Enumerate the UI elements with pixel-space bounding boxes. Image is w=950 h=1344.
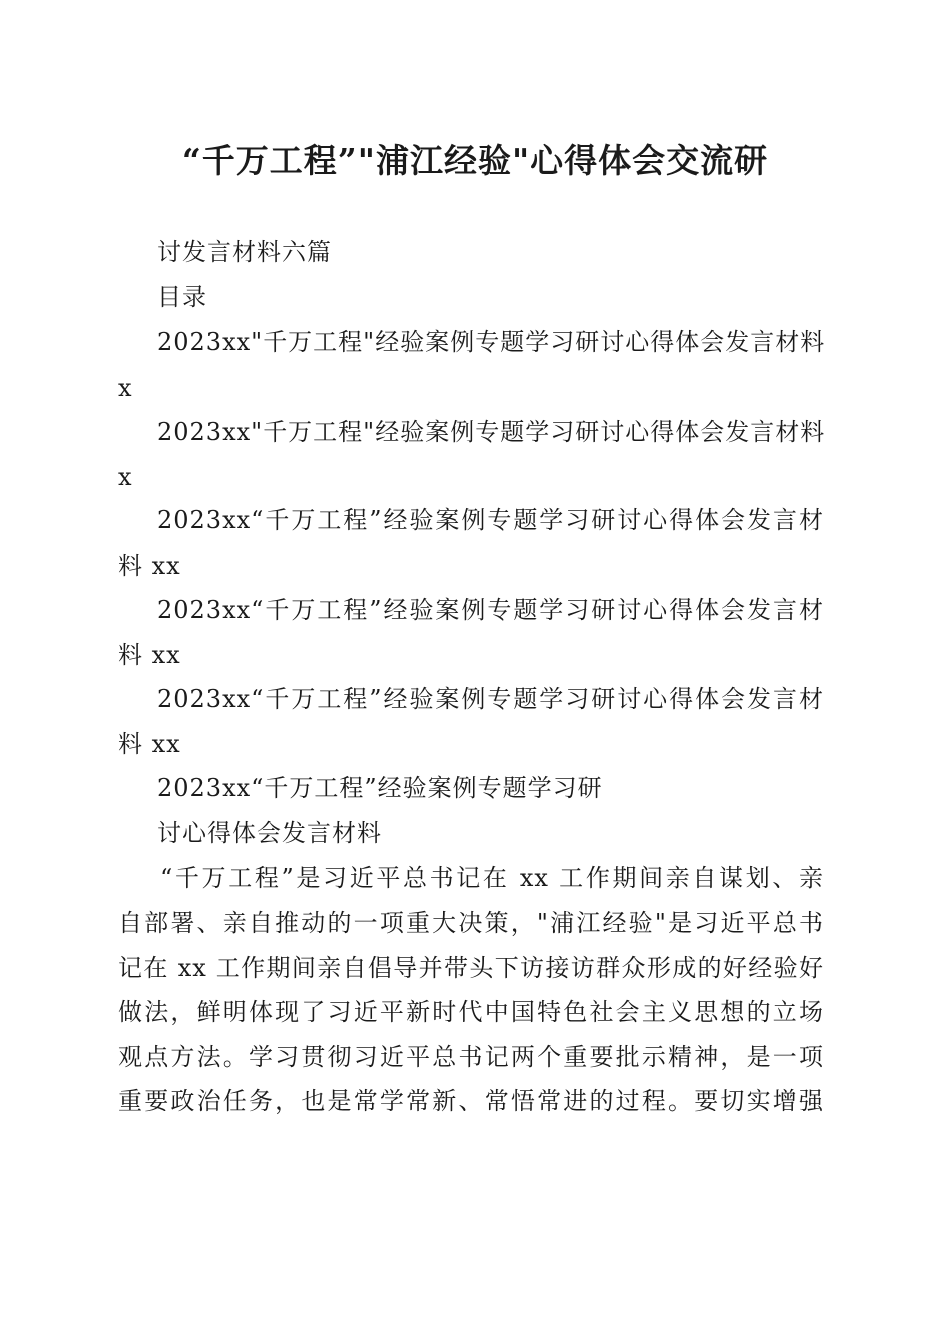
toc-entry-2[interactable]: 2023xx"千万工程"经验案例专题学习研讨心得体会发言材料 — [157, 418, 826, 446]
toc-entry-5[interactable]: 2023xx“千万工程”经验案例专题学习研讨心得体会发言材 — [157, 685, 824, 713]
toc-entry-5-cont[interactable]: 料 xx — [118, 730, 181, 758]
body-paragraph-line: “千万工程”是习近平总书记在 xx 工作期间亲自谋划、亲 — [160, 864, 824, 892]
section-heading-cont: 讨心得体会发言材料 — [157, 819, 382, 847]
body-paragraph-line: 记在 xx 工作期间亲自倡导并带头下访接访群众形成的好经验好 — [118, 954, 824, 982]
body-paragraph-line: 观点方法。学习贯彻习近平总书记两个重要批示精神，是一项 — [118, 1043, 824, 1071]
toc-entry-1-cont[interactable]: x — [118, 374, 133, 402]
toc-entry-3[interactable]: 2023xx“千万工程”经验案例专题学习研讨心得体会发言材 — [157, 506, 824, 534]
document-subtitle: 讨发言材料六篇 — [157, 238, 332, 266]
body-paragraph-line: 做法，鲜明体现了习近平新时代中国特色社会主义思想的立场 — [118, 998, 824, 1026]
document-title: “千万工程”"浦江经验"心得体会交流研 — [181, 141, 769, 180]
body-paragraph-line: 重要政治任务，也是常学常新、常悟常进的过程。要切实增强 — [118, 1087, 824, 1115]
body-paragraph-line: 自部署、亲自推动的一项重大决策，"浦江经验"是习近平总书 — [118, 909, 824, 937]
toc-entry-2-cont[interactable]: x — [118, 463, 133, 491]
toc-entry-4[interactable]: 2023xx“千万工程”经验案例专题学习研讨心得体会发言材 — [157, 596, 824, 624]
toc-entry-1[interactable]: 2023xx"千万工程"经验案例专题学习研讨心得体会发言材料 — [157, 328, 826, 356]
toc-entry-4-cont[interactable]: 料 xx — [118, 641, 181, 669]
toc-entry-3-cont[interactable]: 料 xx — [118, 552, 181, 580]
section-heading: 2023xx“千万工程”经验案例专题学习研 — [157, 774, 603, 802]
toc-heading: 目录 — [157, 283, 207, 311]
